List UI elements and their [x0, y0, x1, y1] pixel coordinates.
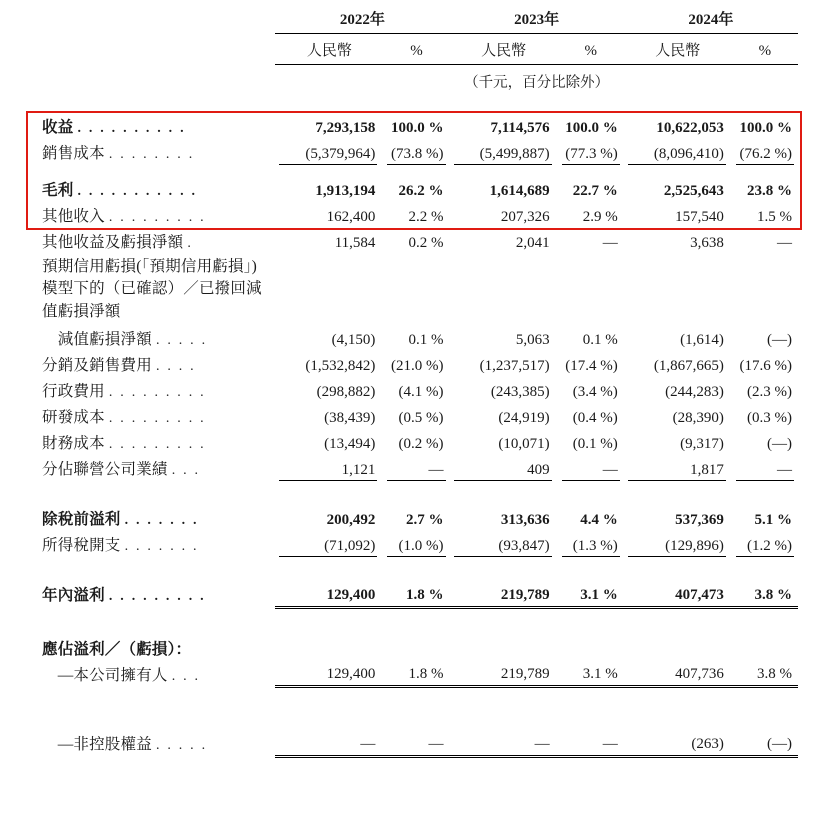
- cell-ecl-pct-2024: (—): [767, 332, 792, 349]
- cell-nci-pct-2023: —: [558, 730, 624, 756]
- cell-admin-pct-2024: (2.3 %): [747, 384, 792, 401]
- cell-other-gains-pct-2023: —: [602, 235, 618, 251]
- row-label-income-tax: 所得稅開支 . . . . . . .: [42, 537, 199, 555]
- cell-owners-2022: 129,400: [275, 661, 383, 687]
- cell-profit-year-pct-2022: 1.8 %: [383, 581, 449, 607]
- cell-rnd-2023: (24,919): [498, 410, 550, 427]
- cell-tax-pct-2023: (1.3 %): [558, 531, 624, 557]
- cell-admin-pct-2022: (4.1 %): [398, 384, 444, 401]
- cell-selling-pct-2023: (17.4 %): [565, 358, 618, 375]
- cell-other-income-pct-2022: 2.2 %: [408, 209, 444, 225]
- subheader-pct-2022: %: [383, 34, 449, 65]
- cell-pbt-pct-2022: 2.7 %: [406, 512, 444, 529]
- table-row-ecl-values: [30, 325, 798, 351]
- header-year-2023: 2023年: [450, 8, 624, 34]
- cell-admin-2023: (243,385): [490, 384, 550, 401]
- cell-admin-2022: (298,882): [316, 384, 376, 401]
- table-unit-note-row: [30, 65, 798, 103]
- cell-profit-year-pct-2024: 3.8 %: [732, 581, 798, 607]
- cell-gross-profit-2024: 2,525,643: [663, 183, 724, 199]
- cell-attr-blank-pct-2023: [558, 635, 624, 661]
- subheader-pct-2024: %: [732, 34, 798, 65]
- table-row-non-controlling: [30, 730, 798, 756]
- header-blank: [30, 8, 275, 34]
- subheader-rmb-2022: 人民幣: [275, 34, 383, 65]
- row-label-ecl-continued: 減值虧損淨額 . . . . .: [42, 331, 208, 349]
- cell-associates-2023: 409: [450, 455, 558, 481]
- cell-gross-profit-2022: 1,913,194: [315, 183, 376, 199]
- row-label-other-gains-losses: 其他收益及虧損淨額 .: [42, 234, 194, 251]
- header-year-2024: 2024年: [624, 8, 798, 34]
- row-label-other-income: 其他收入 . . . . . . . . .: [42, 208, 206, 225]
- cell-revenue-pct-2022: 100.0 %: [391, 120, 444, 136]
- spacer-row: [30, 557, 798, 581]
- row-label-finance-costs: 財務成本 . . . . . . . . .: [42, 435, 206, 453]
- cell-rnd-pct-2024: (0.3 %): [747, 410, 792, 427]
- cell-ecl-blank-2024: [624, 254, 732, 325]
- cell-attr-blank-2023: [450, 635, 558, 661]
- cell-attr-blank-2022: [275, 635, 383, 661]
- cell-other-income-2023: 207,326: [500, 209, 550, 225]
- cell-nci-pct-2024: (—): [732, 730, 798, 756]
- cell-profit-year-2023: 219,789: [450, 581, 558, 607]
- row-label-share-of-associates: 分佔聯營公司業績 . . .: [42, 461, 201, 479]
- subheader-pct-2023: %: [558, 34, 624, 65]
- cell-nci-2023: —: [450, 730, 558, 756]
- cell-admin-pct-2023: (3.4 %): [572, 384, 618, 401]
- cell-other-gains-pct-2022: 0.2 %: [408, 235, 444, 251]
- cell-ecl-blank-pct-2023: [558, 254, 624, 325]
- cell-tax-pct-2022: (1.0 %): [383, 531, 449, 557]
- cell-ecl-pct-2022: 0.1 %: [408, 332, 444, 349]
- table-row-selling-distribution: [30, 351, 798, 377]
- row-label-revenue: 收益 . . . . . . . . . .: [42, 119, 186, 136]
- table-row-cost-of-sales: [30, 139, 798, 165]
- cell-attr-blank-2024: [624, 635, 732, 661]
- table-row-revenue: [30, 113, 798, 139]
- cell-ecl-blank-2022: [275, 254, 383, 325]
- cell-ecl-blank-pct-2024: [732, 254, 798, 325]
- cell-associates-2022: 1,121: [275, 455, 383, 481]
- cell-selling-2023: (1,237,517): [479, 358, 550, 375]
- cell-rnd-pct-2022: (0.5 %): [398, 410, 444, 427]
- cell-gross-profit-pct-2024: 23.8 %: [747, 183, 792, 199]
- cell-selling-pct-2022: (21.0 %): [391, 358, 444, 375]
- cell-cost-pct-2022: (73.8 %): [383, 139, 449, 165]
- cell-selling-2024: (1,867,665): [653, 358, 724, 375]
- cell-revenue-pct-2023: 100.0 %: [565, 120, 618, 136]
- cell-cost-2024: (8,096,410): [624, 139, 732, 165]
- income-statement-table: [30, 8, 798, 758]
- table-row-admin-expenses: [30, 377, 798, 403]
- cell-finance-pct-2024: (—): [767, 436, 792, 453]
- cell-ecl-2023: 5,063: [515, 332, 550, 349]
- cell-pbt-2022: 200,492: [326, 512, 376, 529]
- cell-finance-2023: (10,071): [498, 436, 550, 453]
- table-header-subcolumns: [30, 34, 798, 65]
- cell-pbt-2023: 313,636: [500, 512, 550, 529]
- table-row-profit-before-tax: [30, 505, 798, 531]
- row-label-profit-for-year: 年內溢利 . . . . . . . . .: [42, 587, 206, 605]
- cell-owners-2024: 407,736: [624, 661, 732, 687]
- cell-tax-2023: (93,847): [450, 531, 558, 557]
- table-row-rnd-costs: [30, 403, 798, 429]
- cell-pbt-pct-2023: 4.4 %: [580, 512, 618, 529]
- row-label-owners-of-company: —本公司擁有人 . . .: [57, 666, 201, 684]
- subheader-rmb-2023: 人民幣: [450, 34, 558, 65]
- cell-cost-pct-2023: (77.3 %): [558, 139, 624, 165]
- cell-finance-pct-2023: (0.1 %): [572, 436, 618, 453]
- cell-associates-pct-2024: —: [732, 455, 798, 481]
- cell-associates-2024: 1,817: [624, 455, 732, 481]
- cell-pbt-2024: 537,369: [675, 512, 724, 529]
- cell-gross-profit-2023: 1,614,689: [489, 183, 550, 199]
- subheader-blank: [30, 34, 275, 65]
- cell-ecl-2024: (1,614): [680, 332, 724, 349]
- cell-revenue-pct-2024: 100.0 %: [739, 120, 792, 136]
- cell-ecl-pct-2023: 0.1 %: [582, 332, 618, 349]
- table-header-years: [30, 8, 798, 34]
- row-label-profit-before-tax: 除稅前溢利 . . . . . . .: [42, 511, 199, 529]
- cell-owners-2023: 219,789: [450, 661, 558, 687]
- table-row-profit-for-year: [30, 581, 798, 607]
- cell-tax-pct-2024: (1.2 %): [732, 531, 798, 557]
- row-label-cost-of-sales: 銷售成本 . . . . . . . .: [42, 145, 195, 162]
- cell-attr-blank-pct-2024: [732, 635, 798, 661]
- row-label-ecl: 預期信用虧損(「預期信用虧損」)模型下的（已確認）／已撥回減值虧損淨額: [42, 258, 262, 320]
- row-label-gross-profit: 毛利 . . . . . . . . . . .: [42, 182, 198, 199]
- cell-finance-2024: (9,317): [680, 436, 724, 453]
- spacer-row: [30, 165, 798, 176]
- cell-gross-profit-pct-2023: 22.7 %: [572, 183, 618, 199]
- row-label-admin-expenses: 行政費用 . . . . . . . . .: [42, 383, 206, 401]
- cell-profit-year-2024: 407,473: [624, 581, 732, 607]
- cell-tax-2024: (129,896): [624, 531, 732, 557]
- cell-admin-2024: (244,283): [665, 384, 724, 401]
- cell-attr-blank-pct-2022: [383, 635, 449, 661]
- cell-other-gains-2022: 11,584: [334, 235, 376, 251]
- table-row-share-of-associates: [30, 455, 798, 481]
- cell-other-income-pct-2024: 1.5 %: [757, 209, 792, 225]
- cell-other-income-pct-2023: 2.9 %: [582, 209, 618, 225]
- spacer-row: [30, 687, 798, 731]
- cell-associates-pct-2023: —: [558, 455, 624, 481]
- cell-rnd-2022: (38,439): [324, 410, 376, 427]
- cell-nci-2024: (263): [624, 730, 732, 756]
- table-row-other-income: [30, 202, 798, 228]
- cell-revenue-2024: 10,622,053: [656, 120, 724, 136]
- table-row-attributable-header: [30, 635, 798, 661]
- cell-nci-pct-2022: —: [383, 730, 449, 756]
- cell-cost-2023: (5,499,887): [450, 139, 558, 165]
- cell-owners-pct-2024: 3.8 %: [732, 661, 798, 687]
- unit-note: （千元，百分比除外）: [464, 75, 610, 91]
- cell-associates-pct-2022: —: [383, 455, 449, 481]
- cell-revenue-2022: 7,293,158: [315, 120, 376, 136]
- cell-finance-2022: (13,494): [324, 436, 376, 453]
- cell-other-gains-2024: 3,638: [690, 235, 724, 251]
- cell-other-gains-pct-2024: —: [777, 235, 792, 251]
- cell-ecl-2022: (4,150): [331, 332, 376, 349]
- cell-owners-pct-2022: 1.8 %: [383, 661, 449, 687]
- table-row-owners-of-company: [30, 661, 798, 687]
- cell-ecl-blank-2023: [450, 254, 558, 325]
- cell-selling-pct-2024: (17.6 %): [739, 358, 792, 375]
- cell-owners-pct-2023: 3.1 %: [558, 661, 624, 687]
- cell-pbt-pct-2024: 5.1 %: [754, 512, 792, 529]
- subheader-rmb-2024: 人民幣: [624, 34, 732, 65]
- row-label-selling-distribution: 分銷及銷售費用 . . . .: [42, 357, 196, 375]
- row-label-rnd-costs: 研發成本 . . . . . . . . .: [42, 409, 206, 427]
- cell-gross-profit-pct-2022: 26.2 %: [398, 183, 444, 199]
- spacer-row: [30, 607, 798, 635]
- cell-tax-2022: (71,092): [275, 531, 383, 557]
- cell-selling-2022: (1,532,842): [305, 358, 376, 375]
- cell-rnd-pct-2023: (0.4 %): [572, 410, 618, 427]
- cell-ecl-blank-pct-2022: [383, 254, 449, 325]
- table-row-ecl-label: [30, 254, 798, 325]
- row-label-attributable: 應佔溢利／（虧損）：: [42, 640, 192, 658]
- cell-other-gains-2023: 2,041: [515, 235, 550, 251]
- cell-cost-2022: (5,379,964): [275, 139, 383, 165]
- cell-revenue-2023: 7,114,576: [490, 120, 550, 136]
- table-row-other-gains-losses: [30, 228, 798, 254]
- spacer-row: [30, 102, 798, 113]
- unit-blank: [30, 65, 275, 103]
- table-row-income-tax: [30, 531, 798, 557]
- table-row-gross-profit: [30, 176, 798, 202]
- cell-other-income-2024: 157,540: [675, 209, 724, 225]
- cell-rnd-2024: (28,390): [672, 410, 724, 427]
- cell-nci-2022: —: [275, 730, 383, 756]
- cell-profit-year-pct-2023: 3.1 %: [558, 581, 624, 607]
- spacer-row: [30, 481, 798, 505]
- header-year-2022: 2022年: [275, 8, 449, 34]
- row-label-non-controlling: —非控股權益 . . . . .: [57, 736, 208, 754]
- table-row-finance-costs: [30, 429, 798, 455]
- cell-finance-pct-2022: (0.2 %): [398, 436, 444, 453]
- cell-profit-year-2022: 129,400: [275, 581, 383, 607]
- cell-cost-pct-2024: (76.2 %): [732, 139, 798, 165]
- cell-other-income-2022: 162,400: [326, 209, 376, 225]
